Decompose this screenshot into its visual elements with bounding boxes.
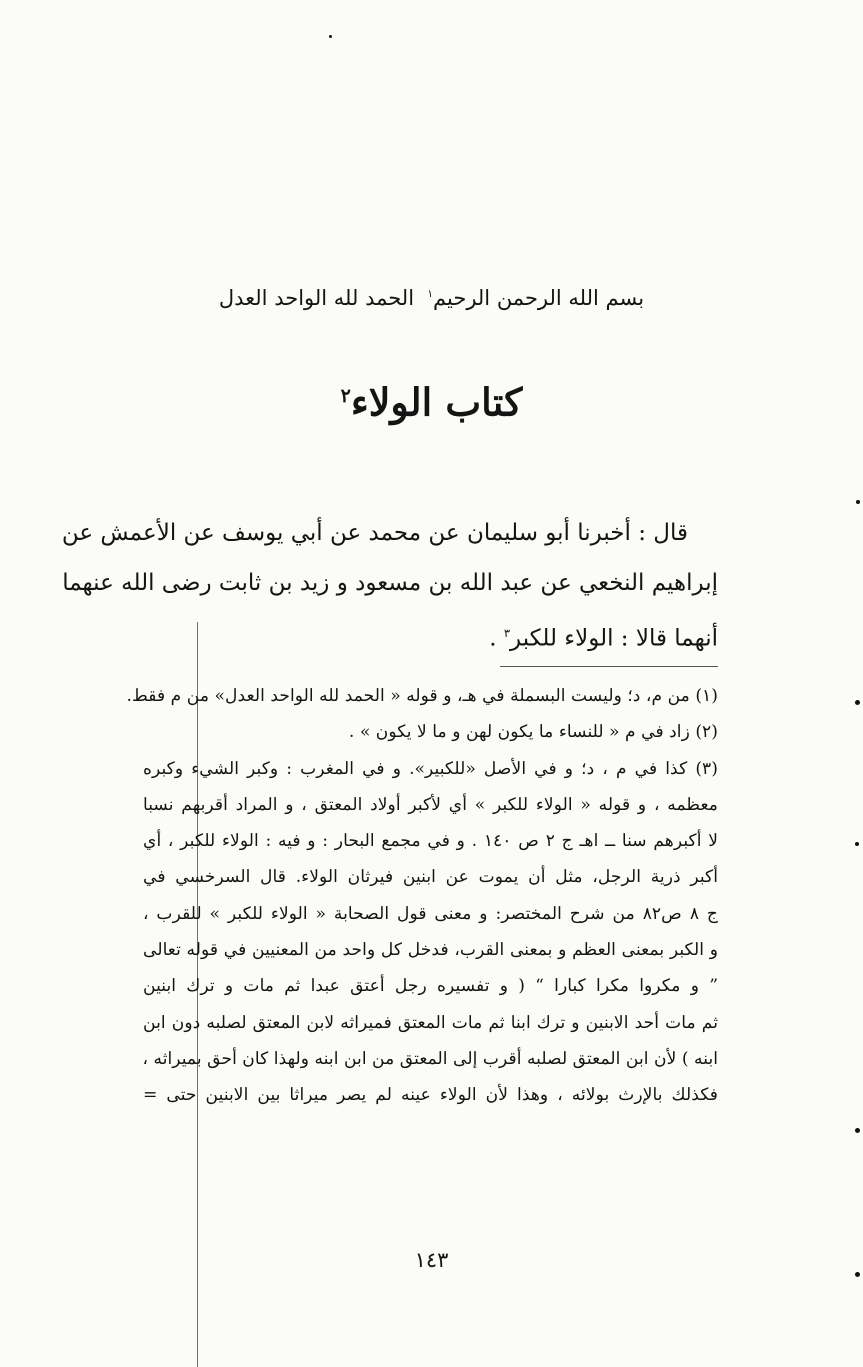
main-text-end-mark: . <box>489 625 497 652</box>
scan-speck <box>855 700 860 705</box>
footnote-line: لا أكبرهم سنا ــ اهـ ج ٢ ص ١٤٠ . و في مجمع البحار : و فيه : الولاء للكبر ، أي <box>143 831 718 852</box>
footnote-line: ج ٨ ص٨٢ من شرح المختصر: و معنى قول الصحابة « الولاء للكبر » للقرب ، <box>143 903 718 924</box>
scan-speck <box>856 500 860 504</box>
main-text <box>61 508 718 658</box>
main-text-footnote-marker: ٣ <box>503 626 511 640</box>
page-number: ١٤٣ <box>414 1248 449 1272</box>
scan-speck <box>329 35 332 38</box>
footnote-separator <box>500 666 718 667</box>
title-footnote-marker: ٢ <box>340 385 351 407</box>
main-text-line: قال : أخبرنا أبو سليمان عن محمد عن أبي يوسف عن الأعمش عن <box>61 520 688 546</box>
main-text-line <box>143 608 718 658</box>
footnote-line: (٢) زاد في م « للنساء ما يكون لهن و ما لا يكون » . <box>348 722 718 743</box>
footnote-line: (٣) كذا في م ، د؛ و في الأصل «للكبير». و في المغرب : وكبر الشيء وكبره <box>143 758 718 779</box>
footnote-line: ابنه ) لأن ابن المعتق لصلبه أقرب إلى المعتق من ابن ابنه ولهذا كان أحق بميراثه ، <box>142 1048 718 1069</box>
basmala-text: بسم الله الرحمن الرحيم <box>433 286 645 310</box>
book-title-text: كتاب الولاء <box>350 379 523 425</box>
footnote-line: أكبر ذرية الرجل، مثل أن يموت عن ابنين فيرثان الولاء. قال السرخسي في <box>143 867 718 888</box>
header-footnote-marker: ١ <box>427 288 434 300</box>
footnote-line: ” و مكروا مكرا كبارا “ ( و تفسيره رجل أعتق عبدا ثم مات و ترك ابنين <box>143 976 718 997</box>
book-title <box>150 366 713 433</box>
footnote-line: معظمه ، و قوله « الولاء للكبر » أي لأكبر أولاد المعتق ، و المراد أقربهم نسبا <box>143 794 718 815</box>
footnote-line: و الكبر بمعنى العظم و بمعنى القرب، فدخل كل واحد من المعنيين في قوله تعالى <box>143 940 718 961</box>
footnotes <box>126 678 718 1114</box>
footnote-line: فكذلك بالإرث بولائه ، وهذا لأن الولاء عينه لم يصر ميراثا بين الابنين حتى = <box>143 1085 718 1106</box>
main-text-line: إبراهيم النخعي عن عبد الله بن مسعود و زيد بن ثابت رضى الله عنهما <box>62 570 718 596</box>
hamd-text: الحمد لله الواحد العدل <box>218 286 415 310</box>
scan-speck <box>855 1272 860 1277</box>
footnote-line: ثم مات أحد الابنين و ترك ابنا ثم مات المعتق فميراثه لابن المعتق لصلبه دون ابن <box>143 1012 718 1033</box>
main-text-last-line: أنهما قالا : الولاء للكبر <box>510 625 718 652</box>
basmala-header <box>150 276 713 316</box>
footnote-line: (١) من م، د؛ وليست البسملة في هـ، و قوله « الحمد لله الواحد العدل» من م فقط. <box>126 686 718 706</box>
scan-speck <box>855 842 859 846</box>
scan-speck <box>855 1128 860 1133</box>
